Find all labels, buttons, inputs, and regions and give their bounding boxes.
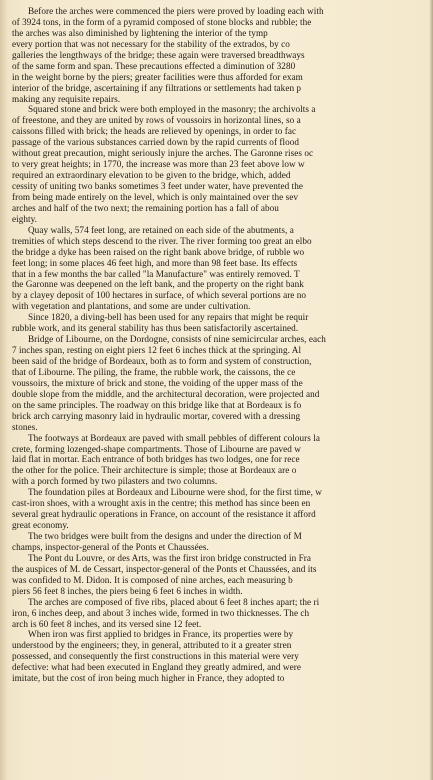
text-line: When iron was first applied to bridges in France, its properties were by bbox=[28, 629, 294, 640]
text-line: with vegetation and plantations, and some are under cultivation. bbox=[12, 301, 251, 312]
text-line: tremities of which steps descend to the river. The river forming too great an elbo bbox=[12, 235, 312, 246]
text-line: of 3924 tons, in the form of a pyramid composed of stone blocks and rubble; the bbox=[12, 16, 312, 27]
text-line: that in a few months the bar called "la Manufacture" was entirely removed. T bbox=[12, 268, 300, 279]
text-line: stones. bbox=[12, 421, 38, 432]
text-line: cast-iron shoes, with a wrought axis in the centre; this method has since been en bbox=[12, 498, 311, 509]
text-line: Before the arches were commenced the piers were proved by loading each with bbox=[28, 6, 324, 16]
text-line: The Pont du Louvre, or des Arts, was the first iron bridge constructed in Fra bbox=[28, 552, 311, 563]
text-line: eighty. bbox=[12, 213, 38, 224]
text-line: on the same principles. The roadway on this bridge like that at Bordeaux is fo bbox=[12, 399, 302, 410]
text-line: by a clayey deposit of 100 hectares in surface, of which several portions are no bbox=[12, 290, 307, 301]
text-line: imitate, but the cost of iron being much higher in France, they adopted to bbox=[12, 673, 285, 684]
text-line: with a porch formed by two pilasters and two columns. bbox=[12, 476, 218, 487]
text-line: great economy. bbox=[12, 520, 69, 531]
text-line: galleries the lengthways of the bridge; these again were traversed breadthways bbox=[12, 49, 305, 60]
text-line: in the weight borne by the piers; greater facilities were thus afforded for exam bbox=[12, 71, 303, 82]
text-line: The foundation piles at Bordeaux and Libourne were shod, for the first time, w bbox=[28, 487, 322, 498]
text-line: Squared stone and brick were both employed in the masonry; the archivolts a bbox=[28, 104, 316, 115]
text-line: The arches are composed of five ribs, placed about 6 feet 8 inches apart; the ri bbox=[28, 596, 320, 607]
text-line: of freestone, and they are united by rows of voussoirs in horizontal lines, so a bbox=[12, 115, 301, 126]
text-line: from being made entirely on the level, which is only maintained over the sev bbox=[12, 191, 298, 202]
text-line: Quay walls, 574 feet long, are retained on each side of the abutments, a bbox=[28, 224, 294, 235]
text-line: the bridge a dyke has been raised on the right bank above bridge, of rubble wo bbox=[12, 246, 305, 257]
text-line: making any requisite repairs. bbox=[12, 93, 121, 104]
text-line: several great hydraulic operations in France, on account of the resistance it afford bbox=[12, 509, 316, 520]
text-line: that of Libourne. The piling, the frame, the rubble work, the caissons, the ce bbox=[12, 366, 296, 377]
text-line: possessed, and consequently the first constructions in this material were very bbox=[12, 651, 299, 662]
text-line: rubble work, and its general stability has thus been satisfactorily ascertained. bbox=[12, 323, 299, 334]
text-line: been said of the bridge of Bordeaux, both as to form and system of construction, bbox=[12, 356, 312, 366]
text-line: crete, forming lozenged-shape compartments. Those of Libourne are paved w bbox=[12, 443, 301, 454]
text-line: 7 inches span, resting on eight piers 12 feet 6 inches thick at the springing. Al bbox=[12, 345, 302, 356]
text-line: the other for the police. Their architecture is simple; those at Bordeaux are o bbox=[12, 465, 297, 476]
text-line: was confided to M. Didon. It is composed of nine arches, each measuring b bbox=[12, 574, 293, 585]
text-line: the arches was also diminished by lightening the interior of the tymp bbox=[12, 27, 268, 38]
text-line: required an extraordinary elevation to be given to the bridge, which, added bbox=[12, 170, 291, 181]
text-line: arch is 60 feet 8 inches, and its versed sine 12 feet. bbox=[12, 618, 202, 629]
page-edge-shadow bbox=[429, 0, 433, 780]
text-line: arches and half of the two next; the remaining portion has a fall of abou bbox=[12, 202, 279, 213]
text-line: interior of the bridge, ascertaining if any filtrations or settlements had taken p bbox=[12, 82, 302, 93]
text-line: laid flat in mortar. Each entrance of both bridges has two lodges, one for rece bbox=[12, 454, 300, 465]
text-line: Since 1820, a diving-bell has been used for any repairs that might be requir bbox=[28, 312, 309, 323]
text-line: Bridge of Libourne, on the Dordogne, consists of nine semicircular arches, each bbox=[28, 334, 326, 345]
text-line: understood by the engineers; they, in general, attributed to it a greater stren bbox=[12, 640, 292, 651]
text-line: the auspices of M. de Cessart, inspector-general of the Ponts et Chaussées, and its bbox=[12, 563, 317, 574]
text-line: passage of the various substances carried down by the rapid currents of flood bbox=[12, 137, 300, 148]
text-line: every portion that was not necessary for the stability of the extrados, by co bbox=[12, 38, 290, 49]
text-line: iron, 6 inches deep, and about 3 inches wide, formed in two thicknesses. The ch bbox=[12, 607, 310, 618]
text-line: defective: what had been executed in England they greatly admired, and were bbox=[12, 662, 301, 673]
text-line: of the same form and span. These precautions effected a diminution of 3280 bbox=[12, 60, 296, 71]
text-line: caissons filled with brick; the heads are relieved by openings, in order to fac bbox=[12, 126, 297, 137]
text-line: piers 56 feet 8 inches, the piers being 6 feet 6 inches in width. bbox=[12, 585, 243, 596]
text-line: without great precaution, might seriously injure the arches. The Garonne rises oc bbox=[12, 148, 314, 159]
text-line: champs, inspector-general of the Ponts et Chaussées. bbox=[12, 541, 209, 552]
text-line: the Garonne was deepened on the left bank, and the property on the right bank bbox=[12, 279, 304, 290]
text-line: feet long; in some places 46 feet high, and more than 98 feet base. Its effects bbox=[12, 257, 298, 268]
text-line: double slope from the middle, and the architectural decoration, were projected and bbox=[12, 388, 320, 399]
text-line: brick arch carrying masonry laid in hydraulic mortar, covered with a dressing bbox=[12, 410, 301, 421]
text-line: voussoirs, the mixture of brick and stone, the voiding of the upper mass of the bbox=[12, 377, 303, 388]
text-line: The footways at Bordeaux are paved with small pebbles of different colours la bbox=[28, 432, 320, 443]
text-line: cessity of uniting two banks sometimes 3 feet under water, have prevented the bbox=[12, 181, 304, 191]
text-line: The two bridges were built from the designs and under the direction of M bbox=[28, 531, 302, 541]
text-line: to very great heights; in 1770, the increase was more than 23 feet above low w bbox=[12, 159, 305, 170]
